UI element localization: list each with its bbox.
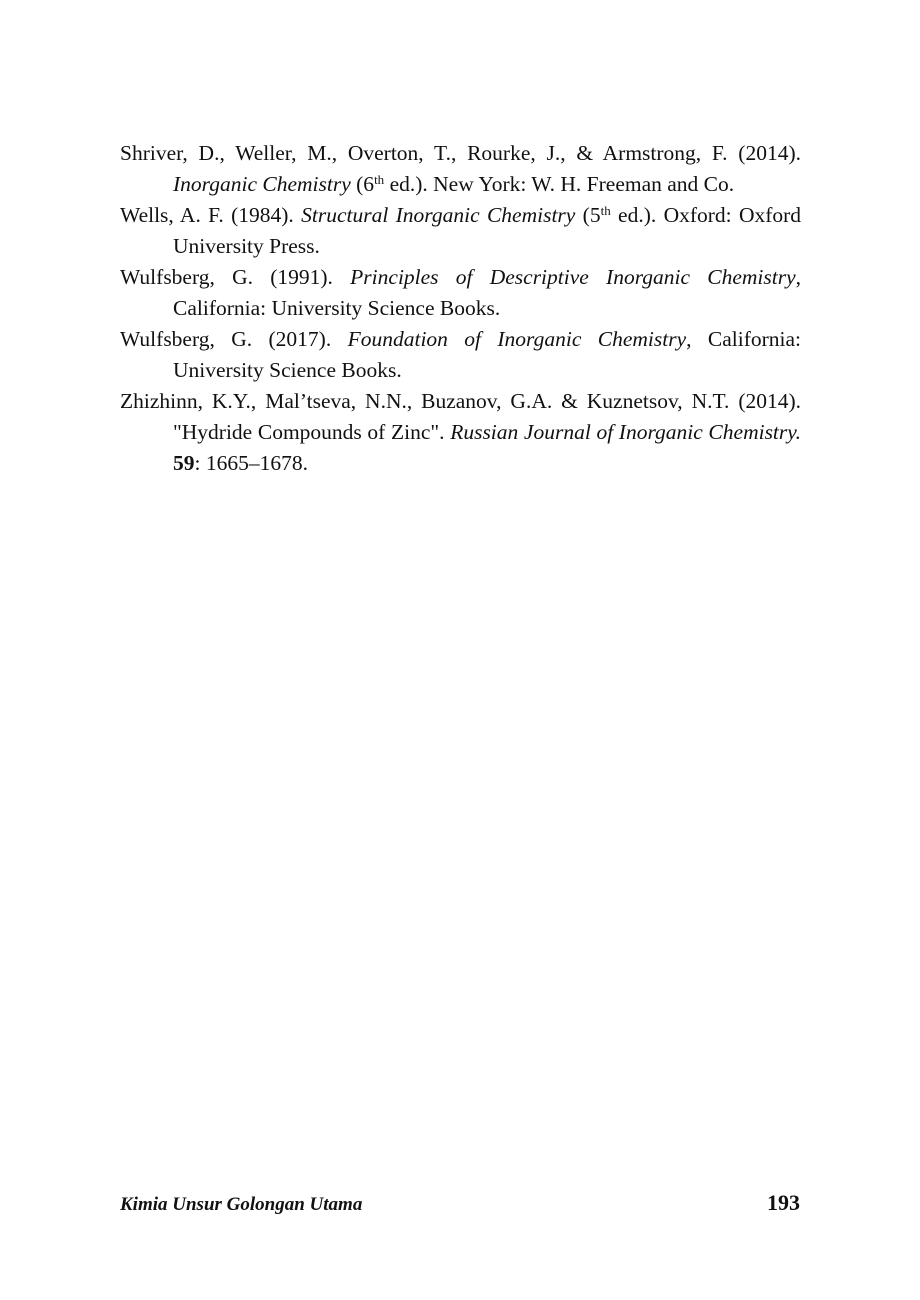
reference-publisher: Oxford: Oxford University Press. [173,203,802,258]
reference-title: Principles of Descriptive Inorganic Chemistry [350,265,796,289]
reference-entry: Zhizhinn, K.Y., Mal’tseva, N.N., Buzanov, G.A. & Kuznetsov, N.T. (2014). "Hydride Compounds of Zinc". Russian Journal of Inorganic Chemistry. 59: 1665–1678. [120,389,802,475]
reference-entry [120,138,801,200]
reference-list [120,138,801,479]
reference-authors: Zhizhinn, K.Y., Mal’tseva, N.N., Buzanov, G.A. & Kuznetsov, N.T. [120,389,730,413]
reference-publisher: California: University Science Books. [173,327,802,382]
reference-year: (2014). [738,141,801,165]
reference-title: Inorganic Chemistry [173,172,351,196]
reference-year: (1991). [270,265,333,289]
reference-year: (2017). [268,327,332,351]
reference-entry [120,200,801,262]
reference-edition: (6th ed.). [356,171,428,196]
reference-pages: : 1665–1678. [194,451,308,475]
reference-authors: Wulfsberg, G. [120,265,253,289]
reference-journal: Russian Journal of Inorganic Chemistry [450,420,796,444]
reference-title: Foundation of Inorganic Chemistry [347,327,687,351]
reference-publisher: New York: W. H. Freeman and Co. [433,172,735,196]
reference-authors: Wulfsberg, G. [120,327,253,351]
reference-edition: (5th ed.). [582,202,657,227]
page-number: 193 [767,1190,800,1215]
footer-book-title: Kimia Unsur Golongan Utama [120,1194,363,1215]
reference-authors: Shriver, D., Weller, M., Overton, T., Rourke, J., & Armstrong, F. [120,141,728,165]
reference-entry: Wulfsberg, G. (1991). Principles of Descriptive Inorganic Chemistry, California: University Science Books. [120,265,802,320]
reference-volume: 59 [173,451,195,475]
reference-authors: Wells, A. F. [120,203,224,227]
reference-title: Structural Inorganic Chemistry [301,203,576,227]
reference-year: (1984). [231,203,294,227]
reference-year: (2014). [738,389,802,413]
reference-entry: Wulfsberg, G. (2017). Foundation of Inorganic Chemistry, California: University Science Books. [120,327,802,382]
reference-publisher: California: University Science Books. [173,296,501,320]
reference-article: "Hydride Compounds of Zinc". [173,420,445,444]
